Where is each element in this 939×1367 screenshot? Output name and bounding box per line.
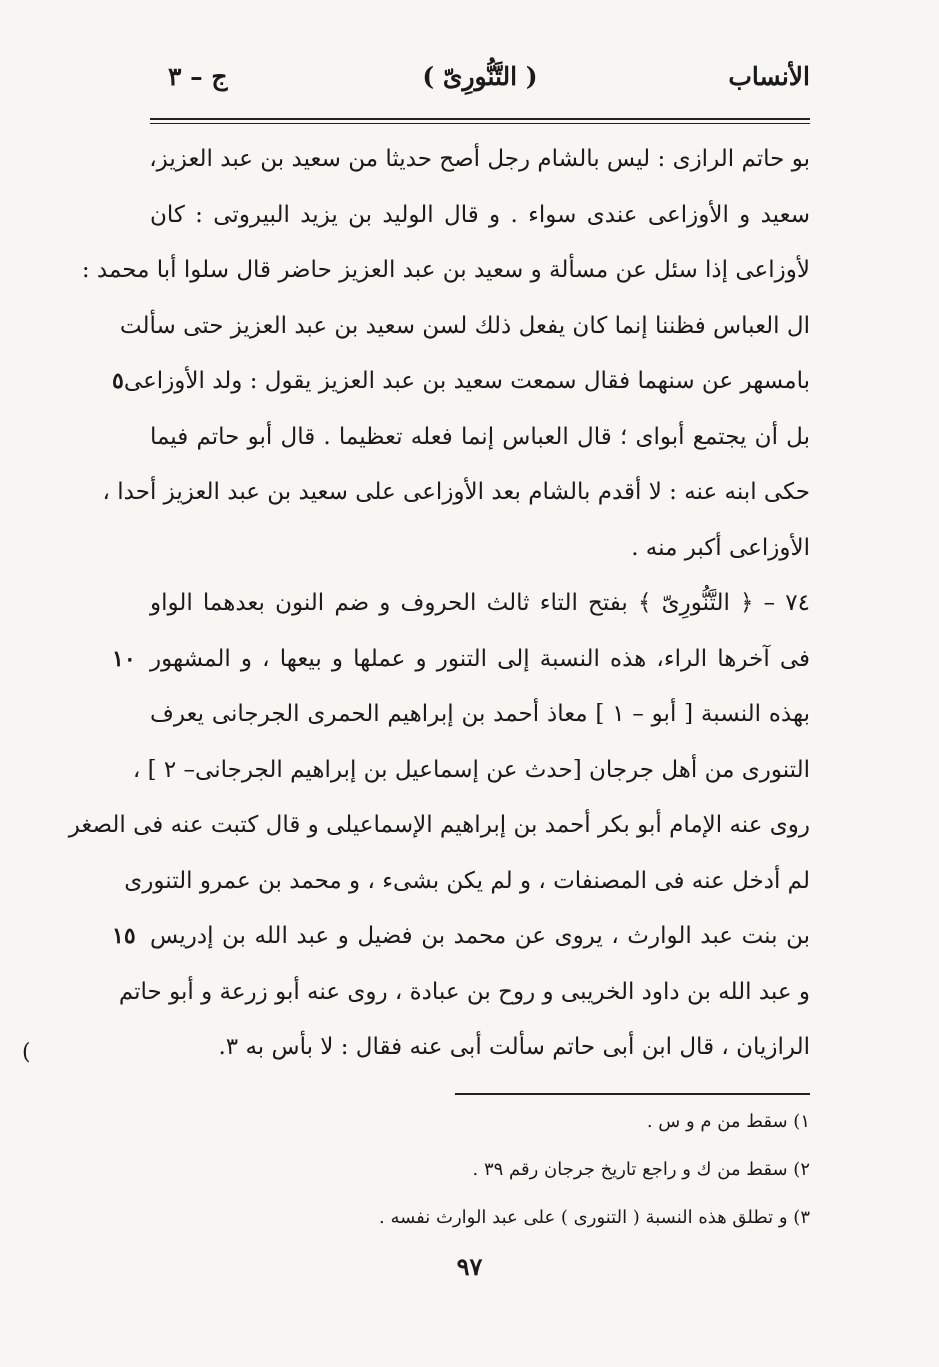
volume-label: ج – ٣: [168, 62, 228, 91]
margin-line-number: ٥: [112, 368, 124, 394]
text-line: بامسهر عن سنهما فقال سمعت سعيد بن عبد العزيز يقول : ولد الأوزاعى: [123, 368, 810, 394]
text-line: الرازيان ، قال ابن أبى حاتم سألت أبى عنه فقال : لا بأس به ٣.: [218, 1034, 810, 1060]
page-number: ٩٧: [456, 1252, 483, 1281]
footnote: ٢) سقط من ك و راجع تاريخ جرجان رقم ٣٩ .: [472, 1159, 810, 1180]
header-rule-thin: [150, 123, 810, 124]
text-line: سعيد و الأوزاعى عندى سواء . و قال الوليد بن يزيد البيروتى : كان: [150, 201, 810, 228]
margin-mark: (: [22, 1040, 31, 1065]
text-line: لم أدخل عنه فى المصنفات ، و لم يكن بشىء ، و محمد بن عمرو التنورى: [124, 867, 810, 894]
text-line: روى عنه الإمام أبو بكر أحمد بن إبراهيم الإسماعيلى و قال كتبت عنه فى الصغر: [68, 812, 810, 838]
text-line: و عبد الله بن داود الخريبى و روح بن عبادة ، روى عنه أبو زرعة و أبو حاتم: [118, 978, 810, 1005]
running-header: [150, 62, 810, 102]
text-line: فى آخرها الراء، هذه النسبة إلى التنور و عملها و بيعها ، و المشهور: [150, 645, 810, 672]
margin-line-number: ١٠: [112, 645, 136, 672]
footnote: ٣) و تطلق هذه النسبة ( التنورى ) على عبد الوارث نفسه .: [379, 1207, 810, 1228]
text-line: ٧٤ – ﴿ التَّنُّورِىّ ﴾ بفتح التاء ثالث الحروف و ضم النون بعدهما الواو: [150, 590, 810, 616]
text-line: بو حاتم الرازى : ليس بالشام رجل أصح حديثا من سعيد بن عبد العزيز،: [149, 146, 810, 172]
text-line: بن بنت عبد الوارث ، يروى عن محمد بن فضيل و عبد الله بن إدريس: [150, 923, 810, 949]
book-title: الأنساب: [728, 62, 810, 91]
text-line: الأوزاعى أكبر منه .: [631, 534, 810, 561]
header-rule: [150, 118, 810, 120]
text-line: بهذه النسبة [ أبو – ١ ] معاذ أحمد بن إبراهيم الحمرى الجرجانى يعرف: [150, 701, 810, 727]
margin-line-number: ١٥: [112, 923, 136, 949]
footnote-rule: [455, 1093, 810, 1095]
text-line: حكى ابنه عنه : لا أقدم بالشام بعد الأوزاعى على سعيد بن عبد العزيز أحدا ،: [102, 479, 810, 505]
entry-heading: ( التَّنُّورِىّ ): [422, 62, 538, 91]
footnote: ١) سقط من م و س .: [646, 1111, 810, 1132]
text-line: التنورى من أهل جرجان [حدث عن إسماعيل بن إبراهيم الجرجانى– ٢ ] ،: [132, 756, 810, 783]
footnotes: [150, 1098, 810, 1242]
text-line: ال العباس فظننا إنما كان يفعل ذلك لسن سعيد بن عبد العزيز حتى سألت: [119, 312, 810, 339]
text-line: بل أن يجتمع أبواى ؛ قال العباس إنما فعله تعظيما . قال أبو حاتم فيما: [150, 423, 810, 450]
text-line: لأوزاعى إذا سئل عن مسألة و سعيد بن عبد العزيز حاضر قال سلوا أبا محمد :: [81, 257, 810, 283]
